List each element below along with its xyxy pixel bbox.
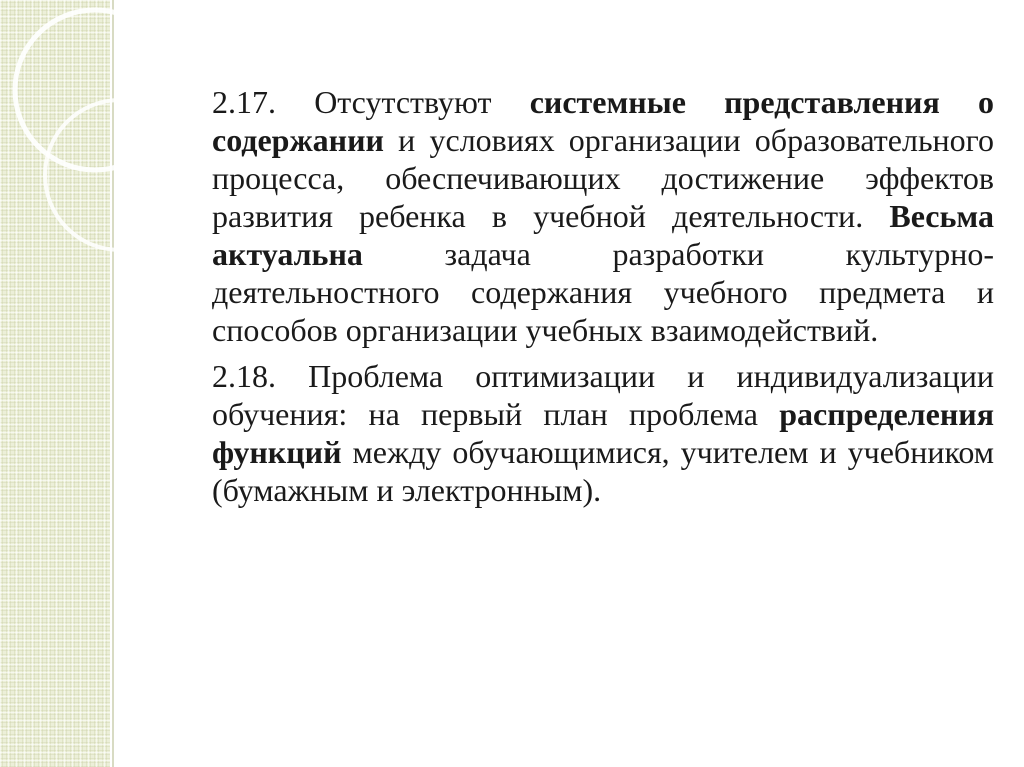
decorative-ring-small bbox=[45, 100, 140, 250]
paragraph-segment-bold: распределения функций bbox=[212, 396, 994, 470]
slide-body-text bbox=[212, 83, 994, 509]
paragraph-2-17 bbox=[212, 83, 994, 349]
paragraph-segment-bold: системные представления о содержании bbox=[212, 84, 994, 158]
paragraph-segment: 2.17. Отсутствуют bbox=[212, 84, 530, 120]
paragraph-segment-bold: Весьма актуальна bbox=[212, 198, 994, 272]
paragraph-segment: задача разработки культурно-деятельностного содержания учебного предмета и способов организации учебных взаимодействий. bbox=[212, 236, 994, 348]
paragraph-segment: между обучающимися, учителем и учебником (бумажным и электронным). bbox=[212, 434, 994, 508]
paragraph-2-18 bbox=[212, 357, 994, 509]
decorative-ring-large bbox=[15, 10, 140, 170]
decorative-rings bbox=[0, 0, 140, 260]
paragraph-segment: 2.18. Проблема оптимизации и индивидуализации обучения: на первый план проблема bbox=[212, 358, 994, 432]
paragraph-segment: и условиях организации образовательного процесса, обеспечивающих достижение эффектов развития ребенка в учебной деятельности. bbox=[212, 122, 994, 234]
